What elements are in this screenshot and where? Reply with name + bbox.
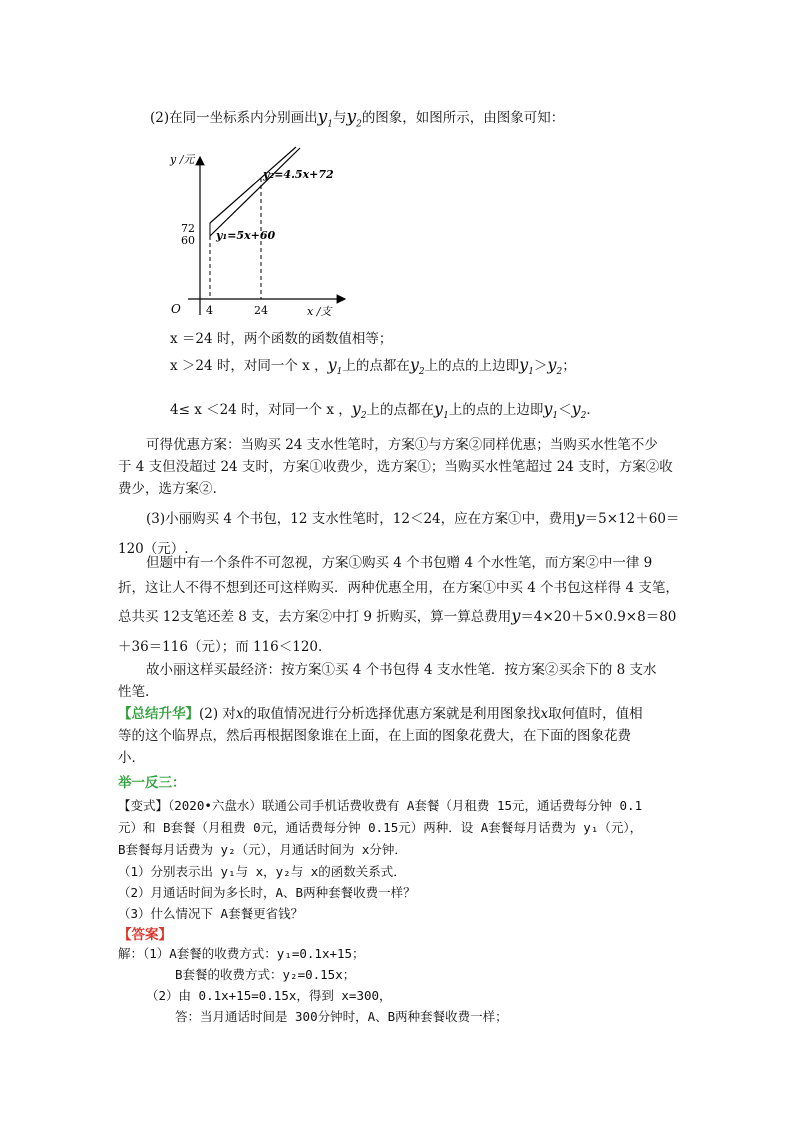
plan-line-2: 于 4 支但没超过 24 支时，方案①收费少，选方案①；当购买水性笔超过 24 支时，方案②收 — [118, 459, 673, 475]
solution-line-2: B套餐的收费方式：y₂=0.15x； — [175, 967, 356, 982]
variant-line-3: B套餐每月话费为 y₂（元），月通话时间为 x分钟． — [118, 842, 407, 857]
y-axis-label: y /元 — [170, 153, 195, 166]
y-tick-60: 60 — [181, 234, 195, 247]
summary-tag: 【总结升华】 — [118, 706, 199, 722]
summary-line-2: 等的这个临界点，然后再根据图象谁在上面，在上面的图象花费大，在下面的图象花费 — [118, 728, 631, 744]
line-y2-label: y₂=4.5x+72 — [263, 168, 334, 181]
variant-line-1: 【变式】（2020•六盘水）联通公司手机话费收费有 A套餐（月租费 15元，通话费每分钟 0.1 — [118, 798, 643, 813]
condition-2: x ＞24 时，对同一个 x ，$y_1$上的点都在$y_2$上的点的上边即$y_1>y_2$； — [170, 355, 576, 378]
p3-line-3: 但题中有一个条件不可忽视，方案①购买 4 个书包赠 4 个水性笔，而方案②中一律 9 — [146, 555, 653, 571]
question-2: （2）月通话时间为多长时，A、B两种套餐收费一样？ — [118, 885, 416, 900]
x-tick-4: 4 — [206, 304, 213, 317]
solution-line-3: （2）由 0.1x+15=0.15x，得到 x=300， — [146, 988, 392, 1003]
condition-1: x ＝24 时，两个函数的函数值相等； — [170, 331, 393, 347]
x-tick-24: 24 — [254, 304, 268, 317]
question-1: （1）分别表示出 y₁与 x，y₂与 x的函数关系式． — [118, 864, 406, 879]
p3-line-5: 总共买 12支笔还差 8 支，去方案②中打 9 折购买，算一算总费用y＝4×20＋5×0.9×8＝80 — [118, 606, 677, 625]
y2-symbol: $y_2$ — [346, 107, 362, 130]
answer-tag: 【答案】 — [118, 927, 172, 943]
y1-symbol: $y_1$ — [317, 107, 333, 130]
function-graph — [160, 143, 350, 323]
plan-line-1: 可得优惠方案：当购买 24 支水性笔时，方案①与方案②同样优惠；当购买水性笔不少 — [146, 437, 658, 453]
line-y2 — [210, 147, 296, 223]
p3-line-1: (3)小丽购买 4 个书包，12 支水性笔时，12＜24，应在方案①中，费用y＝5×12＋60＝ — [146, 508, 680, 527]
p3-line-6: ＋36＝116（元）；而 116＜120． — [118, 639, 332, 655]
section-heading: 举一反三： — [118, 775, 186, 791]
y-tick-72: 72 — [181, 222, 195, 235]
summary-line-1: 【总结升华】(2) 对x的取值情况进行分析选择优惠方案就是利用图象找x取何值时，值相 — [118, 706, 643, 722]
solution-line-1: 解：（1）A套餐的收费方式：y₁=0.1x+15； — [118, 946, 365, 961]
plan-line-3: 费少，选方案②. — [118, 481, 217, 497]
line-y1 — [210, 148, 300, 236]
solution-line-4: 答：当月通话时间是 300分钟时，A、B两种套餐收费一样； — [175, 1009, 508, 1024]
condition-3: 4≤ x ＜24 时，对同一个 x ，$y_2$上的点都在$y_1$上的点的上边即$y_1<y_2$． — [170, 399, 600, 422]
p3-line-2: 120（元）. — [118, 541, 189, 557]
summary-line-3: 小． — [118, 750, 145, 766]
p3-line-4: 折，这让人不得不想到还可这样购买．两种优惠全用，在方案①中买 4 个书包这样得 4 支笔， — [118, 580, 679, 596]
p3-line-7: 故小丽这样买最经济：按方案①买 4 个书包得 4 支水性笔．按方案②买余下的 8 支水 — [146, 662, 657, 678]
x-axis-label: x /支 — [307, 305, 332, 318]
origin-label: O — [171, 302, 181, 316]
variant-line-2: 元）和 B套餐（月租费 0元，通话费每分钟 0.15元）两种．设 A套餐每月话费为 y₁（元）， — [118, 820, 643, 835]
line-y1-label: y₁=5x+60 — [216, 229, 276, 242]
question-3: （3）什么情况下 A套餐更省钱？ — [118, 906, 304, 921]
part2-intro: (2)在同一坐标系内分别画出$y_1$与$y_2$的图象，如图所示，由图象可知： — [150, 107, 565, 130]
p3-line-8: 性笔. — [118, 684, 150, 700]
